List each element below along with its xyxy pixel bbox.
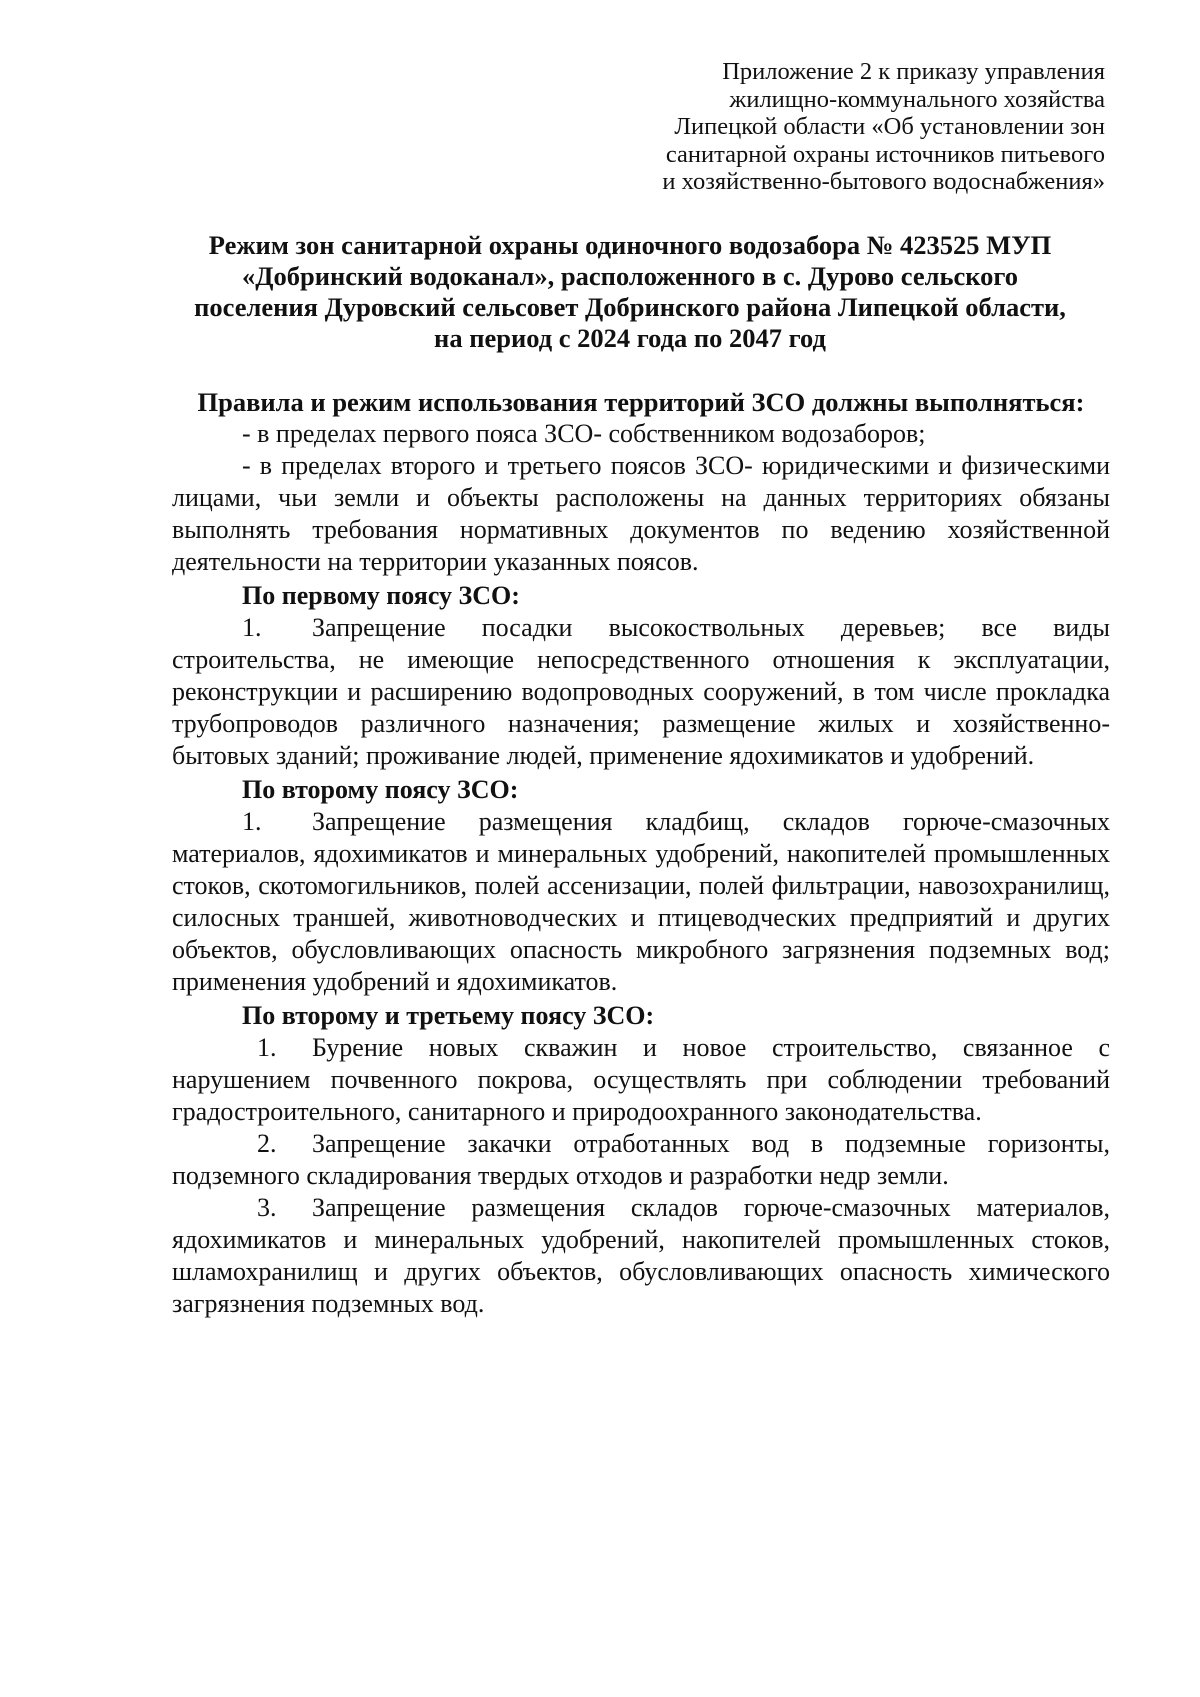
item-number: 1. xyxy=(242,613,262,642)
item-text: Запрещение посадки высокоствольных деревьев; все виды строительства, не имеющие непосредственного отношения к эксплуатации, реконструкции и расширению водопроводных сооружений, в том числе прокладка трубопроводов различного назначения; размещение жилых и хозяйственно-бытовых зданий; проживание людей, применение ядохимикатов и удобрений. xyxy=(172,613,1110,770)
second-third-belt-item xyxy=(172,1032,1110,1128)
item-number: 2. xyxy=(257,1129,277,1158)
rule-item: - в пределах второго и третьего поясов ЗСО- юридическими и физическими лицами, чьи земли и объекты расположены на данных территориях обязаны выполнять требования нормативных документов по ведению хозяйственной деятельности на территории указанных поясов. xyxy=(172,451,1110,576)
section-heading-first-belt: По первому поясу ЗСО: xyxy=(242,581,520,610)
appendix-line: жилищно-коммунального хозяйства xyxy=(729,85,1105,113)
second-third-belt-item xyxy=(172,1128,1110,1192)
title-line: Режим зон санитарной охраны одиночного водозабора № 423525 МУП xyxy=(208,230,1052,260)
item-text: Бурение новых скважин и новое строительство, связанное с нарушением почвенного покрова, осуществлять при соблюдении требований градостроительного, санитарного и природоохранного законодательства. xyxy=(172,1033,1110,1126)
item-number: 3. xyxy=(257,1193,277,1222)
item-text: Запрещение закачки отработанных вод в подземные горизонты, подземного складирования твердых отходов и разработки недр земли. xyxy=(172,1129,1110,1190)
item-number: 1. xyxy=(242,807,262,836)
section-heading-second-third-belt: По второму и третьему поясу ЗСО: xyxy=(242,1001,655,1030)
appendix-line: Приложение 2 к приказу управления xyxy=(722,58,1105,85)
title-line: поселения Дуровский сельсовет Добринского района Липецкой области, xyxy=(194,292,1066,322)
document-body xyxy=(172,386,1110,1320)
document-title xyxy=(150,230,1110,354)
title-line: «Добринский водоканал», расположенного в с. Дурово сельского xyxy=(241,261,1019,291)
appendix-line: и хозяйственно-бытового водоснабжения» xyxy=(662,168,1105,195)
item-text: Запрещение размещения складов горюче-смазочных материалов, ядохимикатов и минеральных удобрений, накопителей промышленных стоков, шламохранилищ и других объектов, обусловливающих опасность химического загрязнения подземных вод. xyxy=(172,1193,1110,1318)
rules-heading: Правила и режим использования территорий ЗСО должны выполняться: xyxy=(197,387,1085,417)
item-text: Запрещение размещения кладбищ, складов горюче-смазочных материалов, ядохимикатов и минеральных удобрений, накопителей промышленных стоков, скотомогильников, полей ассенизации, полей фильтрации, навозохранилищ, силосных траншей, животноводческих и птицеводческих предприятий и других объектов, обусловливающих опасность микробного загрязнения подземных вод; применения удобрений и ядохимикатов. xyxy=(172,807,1110,996)
title-line: на период с 2024 года по 2047 год xyxy=(434,323,826,353)
second-belt-item xyxy=(172,806,1110,998)
rule-item: - в пределах первого пояса ЗСО- собственником водозаборов; xyxy=(242,419,926,448)
item-number: 1. xyxy=(257,1033,277,1062)
section-heading-second-belt: По второму поясу ЗСО: xyxy=(242,775,519,804)
first-belt-item xyxy=(172,612,1110,772)
appendix-note xyxy=(560,58,1105,196)
appendix-line: Липецкой области «Об установлении зон xyxy=(674,113,1105,140)
second-third-belt-item xyxy=(172,1192,1110,1320)
appendix-line: санитарной охраны источников питьевого xyxy=(665,140,1105,168)
